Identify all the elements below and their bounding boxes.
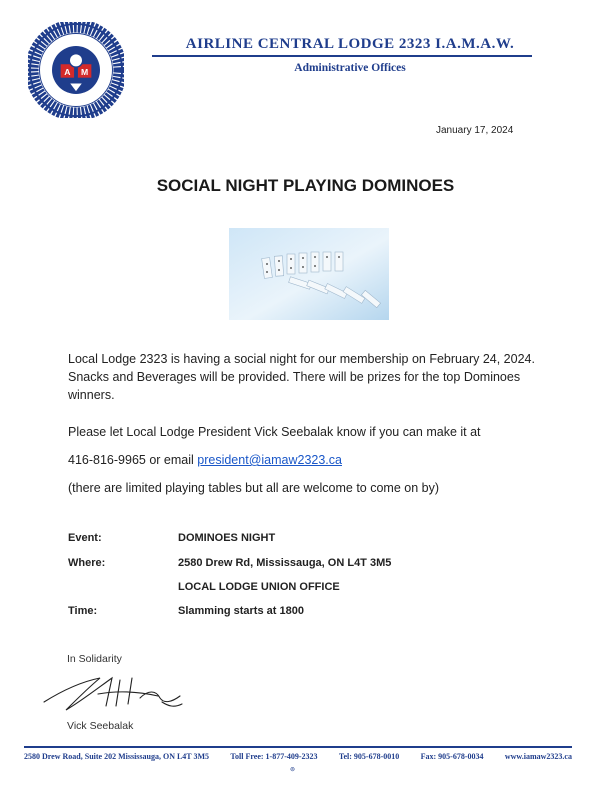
footer-divider bbox=[24, 746, 572, 748]
tables-note: (there are limited playing tables but all are welcome to come on by) bbox=[68, 481, 440, 495]
dominoes-photo bbox=[229, 228, 389, 320]
letter-date: January 17, 2024 bbox=[436, 125, 514, 136]
event-value: DOMINOES NIGHT bbox=[178, 532, 276, 544]
footer-contact-bar bbox=[24, 752, 572, 761]
footer-fax: Fax: 905-678-0034 bbox=[420, 752, 484, 761]
logo-letter-a: A bbox=[64, 66, 71, 77]
where-label: Where: bbox=[68, 557, 106, 569]
closing-salutation: In Solidarity bbox=[67, 653, 122, 665]
email-link[interactable]: president@iamaw2323.ca bbox=[197, 453, 342, 467]
union-logo-seal bbox=[28, 22, 124, 118]
footer-address: 2580 Drew Road, Suite 202 Mississauga, ON L4T 3M5 bbox=[24, 752, 210, 761]
phone-text: 416-816-9965 or email bbox=[68, 453, 194, 467]
invitation-paragraph: Local Lodge 2323 is having a social night for our membership on February 24, 2024. Snacks and Beverages will be provided. There will be prizes for the top Dominoes winners. bbox=[68, 352, 535, 402]
contact-line bbox=[68, 451, 568, 469]
organization-subtitle: Administrative Offices bbox=[294, 62, 406, 74]
footer-tel: Tel: 905-678-0010 bbox=[338, 752, 400, 761]
footer-toll-free: Toll Free: 1-877-409-2323 bbox=[230, 752, 318, 761]
organization-name: AIRLINE CENTRAL LODGE 2323 I.A.M.A.W. bbox=[185, 36, 515, 52]
event-label: Event: bbox=[68, 532, 102, 544]
rsvp-paragraph: Please let Local Lodge President Vick Seebalak know if you can make it at bbox=[68, 425, 481, 439]
handwritten-signature bbox=[40, 672, 190, 714]
signer-name: Vick Seebalak bbox=[67, 720, 134, 732]
header-divider bbox=[152, 55, 532, 57]
time-value: Slamming starts at 1800 bbox=[178, 605, 304, 617]
footer-website[interactable]: www.iamaw2323.ca bbox=[504, 752, 572, 761]
union-bug-icon: ⊚ bbox=[290, 767, 296, 773]
where-venue: LOCAL LODGE UNION OFFICE bbox=[178, 581, 340, 593]
document-title: SOCIAL NIGHT PLAYING DOMINOES bbox=[156, 176, 455, 195]
logo-letter-m: M bbox=[81, 66, 89, 77]
time-label: Time: bbox=[68, 605, 98, 617]
where-address: 2580 Drew Rd, Mississauga, ON L4T 3M5 bbox=[178, 557, 392, 569]
